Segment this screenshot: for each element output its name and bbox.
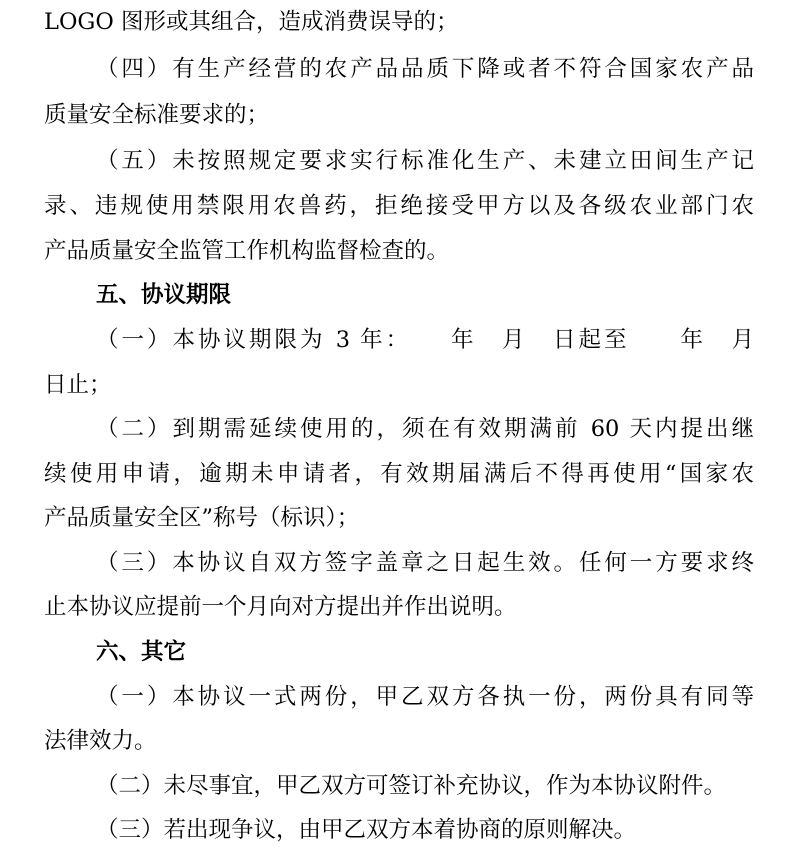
paragraph-line: （五）未按照规定要求实行标准化生产、未建立田间生产记 [96, 148, 754, 174]
section-heading: 五、协议期限 [96, 282, 232, 308]
paragraph-line: LOGO 图形或其组合，造成消费误导的； [44, 9, 459, 35]
paragraph-line: （一）本协议期限为 3 年： 年 月 日起至 年 月 [96, 327, 754, 353]
paragraph-line: 止本协议应提前一个月向对方提出并作出说明。 [44, 594, 517, 620]
paragraph-line: （一）本协议一式两份，甲乙双方各执一份，两份具有同等 [96, 684, 754, 710]
paragraph-line: （三）若出现争议，由甲乙双方本着协商的原则解决。 [96, 817, 637, 843]
paragraph-line: （二）到期需延续使用的，须在有效期满前 60 天内提出继 [96, 416, 754, 442]
paragraph-line: 法律效力。 [44, 728, 157, 754]
paragraph-line: 日止； [44, 372, 112, 398]
paragraph-line: 续使用申请，逾期未申请者，有效期届满后不得再使用“国家农 [44, 461, 754, 487]
paragraph-line: 质量安全标准要求的； [44, 102, 270, 128]
paragraph-line: （四）有生产经营的农产品品质下降或者不符合国家农产品 [96, 56, 754, 82]
paragraph-line: 录、违规使用禁限用农兽药，拒绝接受甲方以及各级农业部门农 [44, 193, 754, 219]
paragraph-line: （二）未尽事宜，甲乙双方可签订补充协议，作为本协议附件。 [96, 773, 727, 799]
paragraph-line: 产品质量安全监管工作机构监督检查的。 [44, 238, 450, 264]
section-heading: 六、其它 [96, 639, 187, 665]
paragraph-line: 产品质量安全区”称号（标识）； [44, 505, 360, 531]
paragraph-line: （三）本协议自双方签字盖章之日起生效。任何一方要求终 [96, 550, 754, 576]
